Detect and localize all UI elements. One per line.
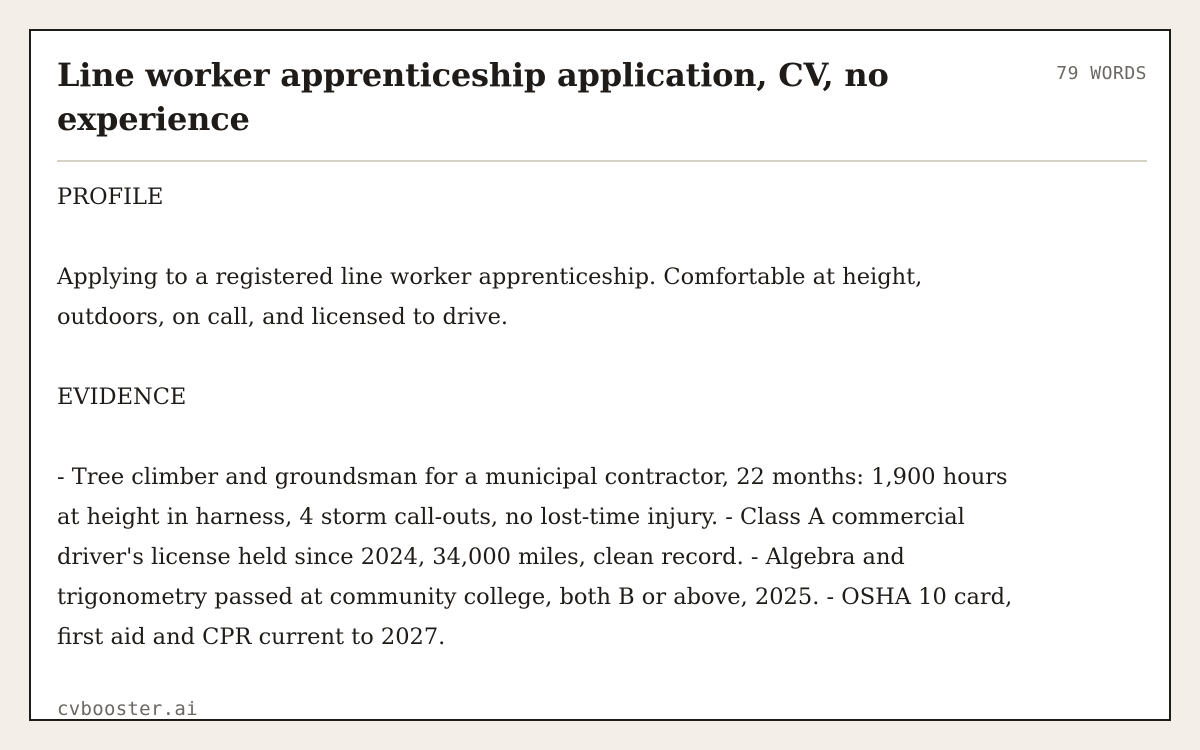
header-divider [57,160,1147,162]
section-body-evidence: - Tree climber and groundsman for a municipal contractor, 22 months: 1,900 hours at height in harness, 4 storm call-outs, no lost-time injury. - Class A commercial driver's license held since 2024, 34,000 miles, clean record. - Algebra and trigonometry passed at community college, both B or above, 2025. - OSHA 10 card, first aid and CPR current to 2027. [57,464,1013,650]
card-header [57,53,1147,141]
document-title: Line worker apprenticeship application, CV, no experience [57,56,889,138]
section-body-profile: Applying to a registered line worker apprenticeship. Comfortable at height, outdoors, on call, and licensed to drive. [57,264,923,330]
cv-card [29,29,1171,721]
word-count-badge: 79 WORDS [1056,63,1147,84]
footer-brand: cvbooster.ai [57,698,198,720]
cv-body [57,177,1037,657]
section-heading-evidence: EVIDENCE [57,384,187,410]
section-heading-profile: PROFILE [57,184,164,210]
